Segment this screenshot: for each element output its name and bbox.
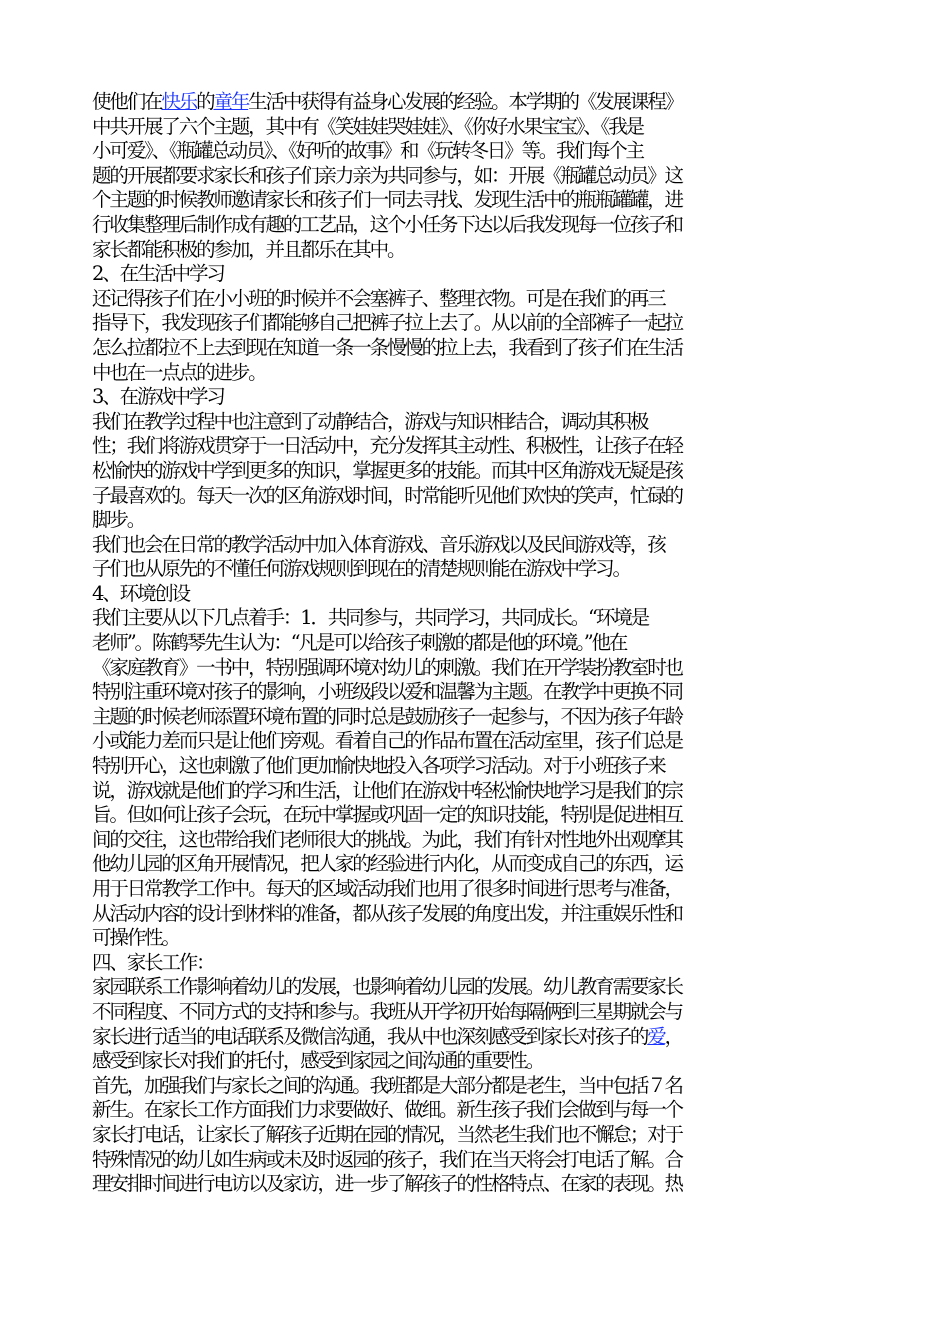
text-run: 小可爱》、《瓶罐总动员》、《好听的故事》和《玩转冬日》等。我们每个主: [92, 139, 643, 163]
text-line: [92, 287, 852, 312]
text-line: [92, 779, 852, 804]
document-body: [92, 90, 852, 1197]
text-line: [92, 410, 852, 435]
text-run: 中也在一点点的进步。: [92, 360, 266, 384]
text-run: 题的开展都要求家长和孩子们亲力亲为共同参与，如：开展《瓶罐总动员》这: [92, 163, 682, 187]
text-line: [92, 311, 852, 336]
text-run: 脚步。: [92, 508, 145, 532]
text-run: 使他们在: [92, 90, 162, 113]
text-line: [92, 852, 852, 877]
text-run: 家园联系工作影响着幼儿的发展，也影响着幼儿园的发展。幼儿教育需要家长: [92, 975, 682, 999]
text-run: ，: [664, 1024, 682, 1048]
text-line: [92, 533, 852, 558]
text-line: [92, 951, 852, 976]
text-line: [92, 484, 852, 509]
text-line: [92, 1000, 852, 1025]
text-line: [92, 336, 852, 361]
text-run: 从活动内容的设计到材料的准备，都从孩子发展的角度出发，并注重娱乐性和: [92, 901, 682, 925]
text-run: 老师”。陈鹤琴先生认为：“凡是可以给孩子刺激的都是他的环境。”他在: [92, 631, 627, 655]
text-run: 间的交往，这也带给我们老师很大的挑战。为此，我们有针对性地外出观摩其: [92, 827, 682, 851]
text-run: 首先，加强我们与家长之间的沟通。我班都是大部分都是老生，当中包括７名: [92, 1073, 682, 1097]
text-run: 四、家长工作：: [92, 950, 214, 974]
text-line: [92, 754, 852, 779]
text-run: 家长打电话，让家长了解孩子近期在园的情况，当然老生我们也不懈怠；对于: [92, 1122, 682, 1146]
text-run: 理安排时间进行电访以及家访，进一步了解孩子的性格特点、在家的表现。热: [92, 1172, 682, 1196]
text-line: [92, 656, 852, 681]
text-line: [92, 582, 852, 607]
text-line: [92, 361, 852, 386]
text-run: 松愉快的游戏中学到更多的知识，掌握更多的技能。而其中区角游戏无疑是孩: [92, 458, 682, 482]
text-line: [92, 188, 852, 213]
text-run: 小或能力差而只是让他们旁观。看着自己的作品布置在活动室里，孩子们总是: [92, 729, 682, 753]
text-line: [92, 975, 852, 1000]
text-run: 2、在生活中学习: [92, 262, 224, 286]
text-line: [92, 729, 852, 754]
text-run: 他幼儿园的区角开展情况，把人家的经验进行内化，从而变成自己的东西，运: [92, 852, 682, 876]
text-run: 特殊情况的幼儿如生病或未及时返园的孩子，我们在当天将会打电话了解。合: [92, 1147, 682, 1171]
text-line: [92, 828, 852, 853]
text-line: [92, 238, 852, 263]
text-run: 主题的时候老师添置环境布置的同时总是鼓励孩子一起参与，不因为孩子年龄: [92, 704, 682, 728]
text-line: [92, 213, 852, 238]
text-line: [92, 508, 852, 533]
text-run: 用于日常教学工作中。每天的区域活动我们也用了很多时间进行思考与准备，: [92, 877, 682, 900]
text-line: [92, 877, 852, 902]
text-run: 的: [196, 90, 214, 113]
text-line: [92, 1123, 852, 1148]
text-line: [92, 385, 852, 410]
text-run: 性；我们将游戏贯穿于一日活动中，充分发挥其主动性、积极性，让孩子在轻: [92, 434, 682, 458]
text-run: 说，游戏就是他们的学习和生活，让他们在游戏中轻松愉快地学习是我们的宗: [92, 778, 682, 802]
text-line: [92, 557, 852, 582]
text-run: 可操作性。: [92, 926, 179, 950]
text-run: 怎么拉都拉不上去到现在知道一条一条慢慢的拉上去，我看到了孩子们在生活: [92, 335, 682, 359]
text-line: [92, 803, 852, 828]
text-run: 家长进行适当的电话联系及微信沟通，我从中也深刻感受到家长对孩子的: [92, 1024, 648, 1048]
text-line: [92, 115, 852, 140]
text-line: [92, 164, 852, 189]
text-run: 我们主要从以下几点着手：1．共同参与，共同学习，共同成长。“环境是: [92, 606, 648, 630]
text-run: 子最喜欢的。每天一次的区角游戏时间，时常能听见他们欢快的笑声，忙碌的: [92, 483, 682, 507]
text-line: [92, 262, 852, 287]
text-run: 新生。在家长工作方面我们力求要做好、做细。新生孩子我们会做到与每一个: [92, 1098, 682, 1122]
text-run: 4、环境创设: [92, 581, 190, 605]
text-line: [92, 1049, 852, 1074]
text-line: [92, 434, 852, 459]
text-line: [92, 1098, 852, 1123]
text-line: [92, 139, 852, 164]
text-run: 《家庭教育》一书中，特别强调环境对幼儿的刺激。我们在开学装扮教室时也: [92, 655, 682, 679]
text-run: 感受到家长对我们的托付，感受到家园之间沟通的重要性。: [92, 1049, 544, 1073]
text-line: [92, 926, 852, 951]
text-run: 不同程度、不同方式的支持和参与。我班从开学初开始每隔俩到三星期就会与: [92, 999, 682, 1023]
text-run: 3、在游戏中学习: [92, 385, 224, 409]
text-run: 生活中获得有益身心发展的经验。本学期的《发展课程》: [248, 90, 682, 113]
text-line: [92, 631, 852, 656]
text-run: 特别开心，这也刺激了他们更加愉快地投入各项学习活动。对于小班孩子来: [92, 754, 665, 778]
text-run: 旨。但如何让孩子会玩，在玩中掌握或巩固一定的知识技能，特别是促进相互: [92, 803, 682, 827]
inline-link[interactable]: 童年: [213, 90, 249, 113]
text-line: [92, 90, 852, 115]
text-run: 行收集整理后制作成有趣的工艺品，这个小任务下达以后我发现每一位孩子和: [92, 212, 682, 236]
inline-link[interactable]: 爱: [647, 1024, 665, 1048]
text-line: [92, 705, 852, 730]
text-run: 家长都能积极的参加，并且都乐在其中。: [92, 237, 405, 261]
text-run: 指导下，我发现孩子们都能够自己把裤子拉上去了。从以前的全部裤子一起拉: [92, 311, 682, 335]
text-run: 还记得孩子们在小小班的时候并不会塞裤子、整理衣物。可是在我们的再三: [92, 286, 665, 310]
text-line: [92, 1148, 852, 1173]
text-run: 我们在教学过程中也注意到了动静结合，游戏与知识相结合，调动其积极: [92, 409, 648, 433]
inline-link[interactable]: 快乐: [161, 90, 197, 113]
text-run: 中共开展了六个主题，其中有《笑娃娃哭娃娃》、《你好水果宝宝》、《我是: [92, 114, 643, 138]
text-line: [92, 459, 852, 484]
text-run: 我们也会在日常的教学活动中加入体育游戏、音乐游戏以及民间游戏等，孩: [92, 532, 665, 556]
text-line: [92, 1025, 852, 1050]
text-line: [92, 606, 852, 631]
text-run: 子们也从原先的不懂任何游戏规则到现在的清楚规则能在游戏中学习。: [92, 557, 630, 581]
text-line: [92, 680, 852, 705]
text-line: [92, 1172, 852, 1197]
text-run: 个主题的时候教师邀请家长和孩子们一同去寻找、发现生活中的瓶瓶罐罐，进: [92, 188, 682, 212]
text-line: [92, 902, 852, 927]
text-run: 特别注重环境对孩子的影响，小班级段以爱和温馨为主题。在教学中更换不同: [92, 680, 682, 704]
text-line: [92, 1074, 852, 1099]
